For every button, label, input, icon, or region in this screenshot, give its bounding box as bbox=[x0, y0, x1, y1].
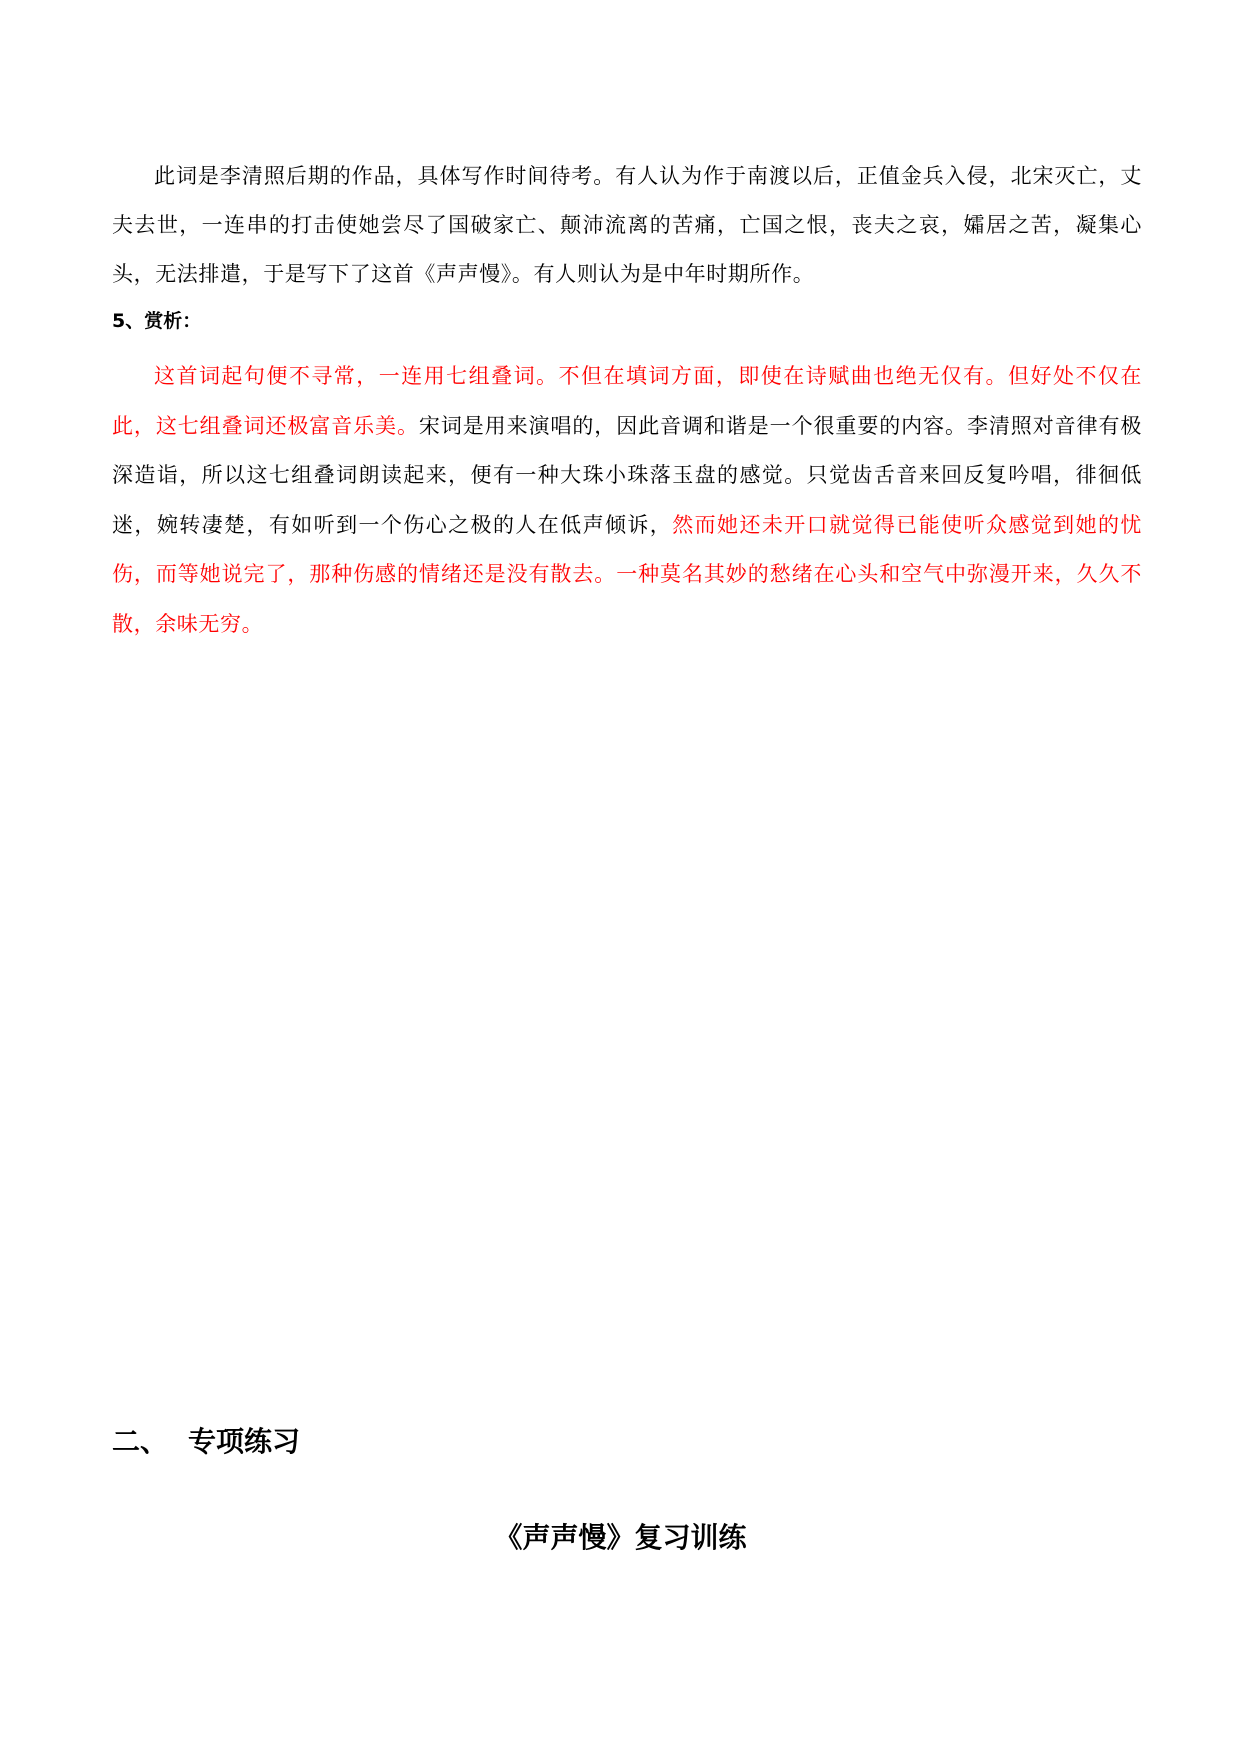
analysis-highlight-segment: 这首词起句便不寻常，一连用七组叠词。不但在填词方面，即使在诗赋曲也绝无仅有。但好处不仅在此，这七组叠词还极富音乐美。 bbox=[112, 364, 1142, 438]
analysis-heading: 5、赏析： bbox=[112, 310, 202, 332]
analysis-paragraph bbox=[112, 352, 1142, 649]
analysis-plain-segment: 宋词是用来演唱的，因此音调和谐是一个很重要的内容。李清照对音律有极深造诣，所以这七组叠词朗读起来，便有一种大珠小珠落玉盘的感觉。只觉齿舌音来回反复吟唱，徘徊低迷，婉转凄楚，有如听到一个伤心之极的人在低声倾诉， bbox=[112, 413, 1142, 537]
section-title: 专项练习 bbox=[188, 1425, 301, 1458]
analysis-highlight-segment: 然而她还未开口就觉得已能使听众感觉到她的忧伤，而等她说完了，那种伤感的情绪还是没有散去。一种莫名其妙的愁绪在心头和空气中弥漫开来，久久不散，余味无穷。 bbox=[112, 512, 1142, 636]
section-number: 二、 bbox=[112, 1425, 169, 1458]
background-paragraph: 此词是李清照后期的作品，具体写作时间待考。有人认为作于南渡以后，正值金兵入侵，北宋灭亡，丈夫去世，一连串的打击使她尝尽了国破家亡、颠沛流离的苦痛，亡国之恨，丧夫之哀，孀居之苦，凝集心头，无法排遣，于是写下了这首《声声慢》。有人则认为是中年时期所作。 bbox=[112, 164, 1142, 286]
section-heading bbox=[112, 1422, 300, 1462]
document-title: 《声声慢》复习训练 bbox=[494, 1521, 747, 1554]
